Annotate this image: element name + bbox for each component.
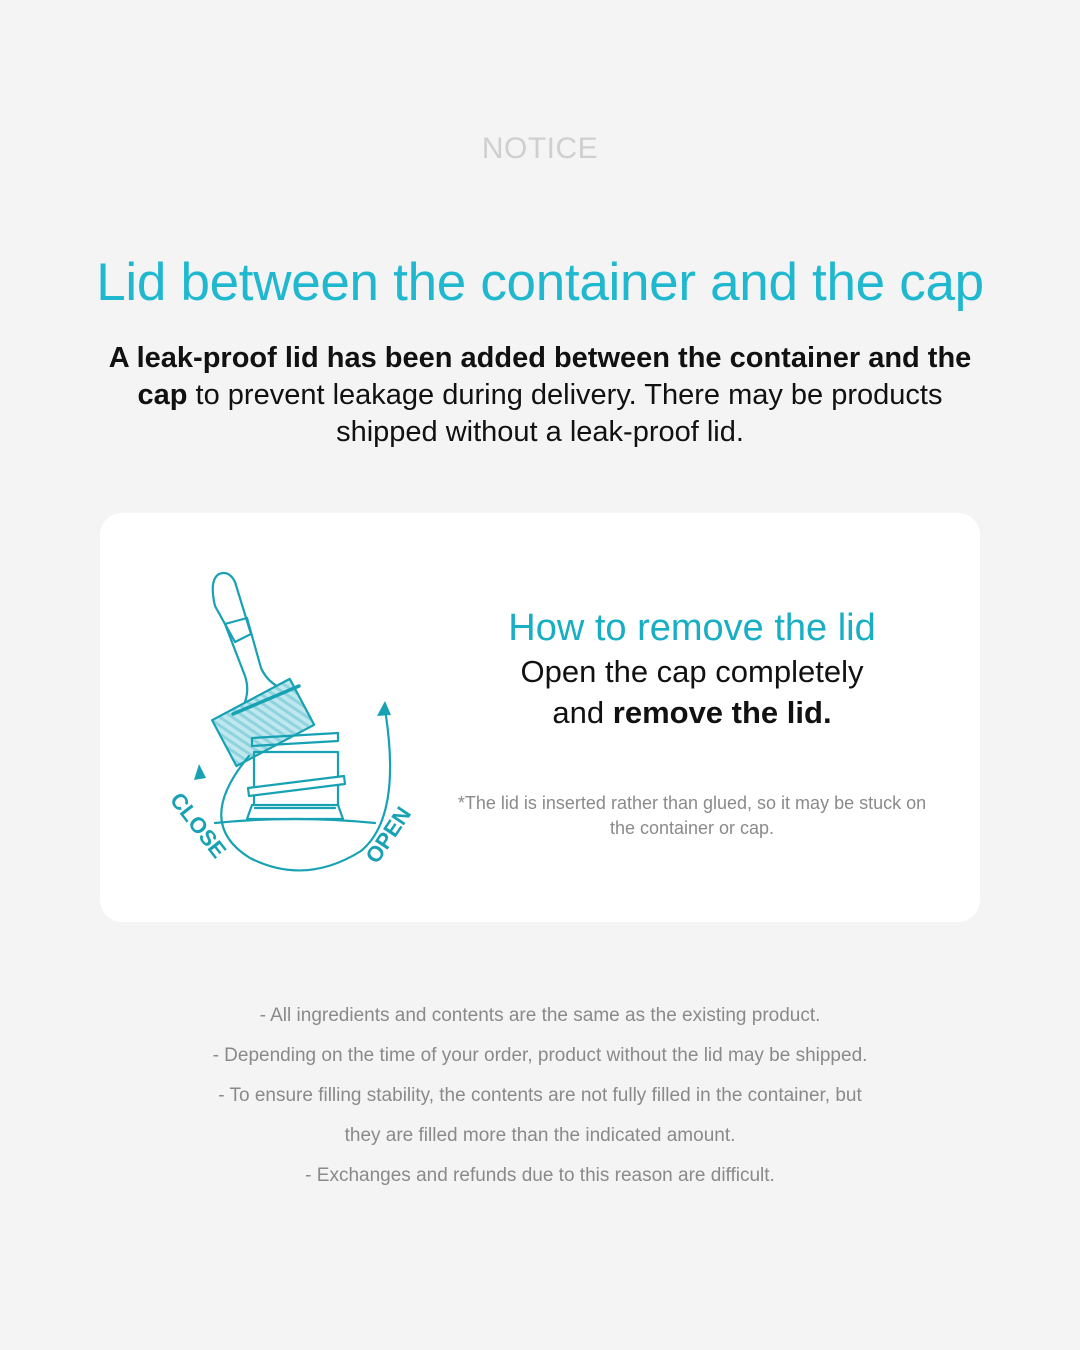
how-to-line-2 <box>450 692 934 733</box>
close-label: CLOSE <box>165 787 232 863</box>
how-to-title: How to remove the lid <box>508 607 876 649</box>
intro-paragraph <box>100 340 980 451</box>
note-item: - To ensure filling stability, the contents are not fully filled in the container, but <box>218 1085 862 1106</box>
dropper-cap-lid-container-icon <box>155 568 445 878</box>
footnote: *The lid is inserted rather than glued, so it may be stuck on the container or cap. <box>457 793 927 838</box>
how-to-line-1: Open the cap completely <box>520 654 864 689</box>
instruction-card <box>100 513 980 922</box>
how-to-period: . <box>822 695 832 730</box>
note-item: - All ingredients and contents are the same as the existing product. <box>259 1005 821 1026</box>
how-to-description <box>450 651 934 733</box>
how-to-bold: remove the lid <box>612 695 823 730</box>
notes-list <box>0 996 1080 1196</box>
note-item: - Depending on the time of your order, product without the lid may be shipped. <box>212 1045 868 1066</box>
notice-label: NOTICE <box>481 132 599 165</box>
how-to-and: and <box>552 695 613 730</box>
note-item: - Exchanges and refunds due to this reason are difficult. <box>305 1165 775 1186</box>
intro-bold-text: A leak-proof lid has been added between the container and the cap <box>108 342 972 411</box>
intro-text: to prevent leakage during delivery. There may be products shipped without a leak-proof lid. <box>187 379 943 448</box>
open-label: OPEN <box>360 802 417 868</box>
page-title: Lid between the container and the cap <box>96 253 984 312</box>
note-item: they are filled more than the indicated amount. <box>344 1125 736 1146</box>
